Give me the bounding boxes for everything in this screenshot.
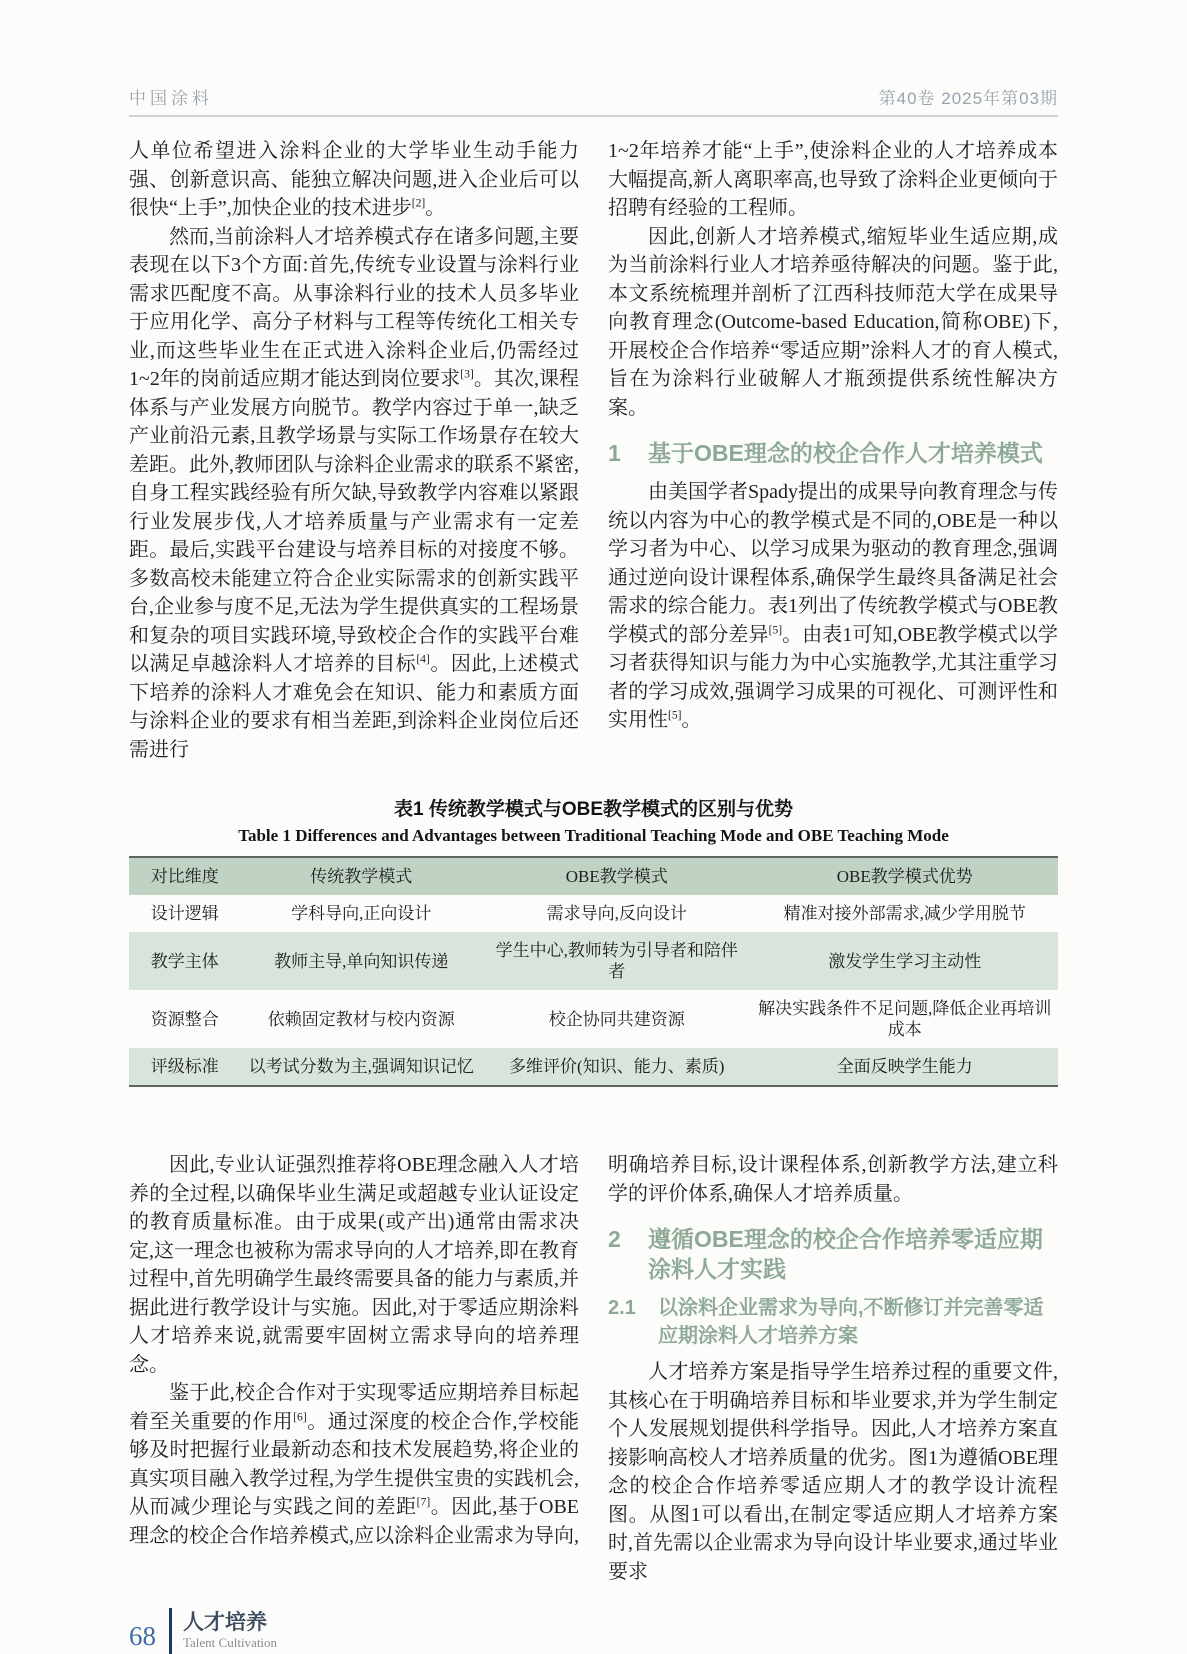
section-2-heading	[608, 1224, 1058, 1284]
table-cell: 评级标准	[150, 1057, 219, 1076]
table-cell: 多维评价(知识、能力、素质)	[509, 1057, 725, 1076]
table-cell: 设计逻辑	[150, 904, 219, 923]
section-title: 遵循OBE理念的校企合作培养零适应期涂料人才实践	[648, 1226, 1043, 1282]
section-title: 以涂料企业需求为导向,不断修订并完善零适应期涂料人才培养方案	[658, 1297, 1044, 1347]
table-header-cell: 传统教学模式	[240, 857, 482, 895]
table-header-cell: 对比维度	[129, 857, 240, 895]
section-1-heading	[608, 438, 1058, 468]
table-cell: 依赖固定教材与校内资源	[267, 1009, 455, 1029]
table1-caption-cn: 表1 传统教学模式与OBE教学模式的区别与优势	[393, 799, 794, 820]
table-row	[129, 932, 1058, 990]
footer-column-cn: 人才培养	[183, 1610, 267, 1634]
section-number: 2.1	[608, 1297, 636, 1319]
table-cell: 全面反映学生能力	[836, 1057, 973, 1076]
page-number: 68	[129, 1620, 156, 1651]
page-header	[129, 0, 1058, 117]
table-cell: 校企协同共建资源	[548, 1009, 685, 1029]
body-paragraph: 因此,专业认证强烈推荐将OBE理念融入人才培养的全过程,以确保毕业生满足或超越专业认证设定的教育质量标准。由于成果(或产出)通常由需求决定,这一理念也被称为需求导向的人才培养,即在教育过程中,首先明确学生最终需要具备的能力与素质,并据此进行教学设计与实施。因此,对于零适应期涂料人才培养来说,就需要牢固树立需求导向的培养理念。	[129, 1154, 579, 1376]
table-header-row	[129, 857, 1058, 895]
body-paragraph: 然而,当前涂料人才培养模式存在诸多问题,主要表现在以下3个方面:首先,传统专业设置与涂料行业需求匹配度不高。从事涂料行业的技术人员多毕业于应用化学、高分子材料与工程等传统化工相关专业,而这些毕业生在正式进入涂料企业后,仍需经过1~2年的岗前适应期才能达到岗位要求[3]。其次,课程体系与产业发展方向脱节。教学内容过于单一,缺乏产业前沿元素,且教学场景与实际工作场景存在较大差距。此外,教师团队与涂料企业需求的联系不紧密,自身工程实践经验有所欠缺,导致教学内容难以紧跟行业发展步伐,人才培养质量与产业需求有一定差距。最后,实践平台建设与培养目标的对接度不够。多数高校未能建立符合企业实际需求的创新实践平台,企业参与度不足,无法为学生提供真实的工程场景和复杂的项目实践环境,导致校企合作的实践平台难以满足卓越涂料人才培养的目标[4]。因此,上述模式下培养的涂料人才难免会在知识、能力和素质方面与涂料企业的要求有相当差距,到涂料企业岗位后还需进行	[129, 225, 580, 761]
footer-column-en: Talent Cultivation	[183, 1635, 278, 1651]
table-row	[129, 895, 1058, 932]
table1-caption-en: Table 1 Differences and Advantages between Traditional Teaching Mode and OBE Teaching Mode	[238, 826, 949, 845]
section-title: 基于OBE理念的校企合作人才培养模式	[648, 440, 1043, 466]
body-paragraph: 由美国学者Spady提出的成果导向教育理念与传统以内容为中心的教学模式是不同的,OBE是一种以学习者为中心、以学习成果为驱动的教育理念,强调通过逆向设计课程体系,确保学生最终具备满足社会需求的综合能力。表1列出了传统教学模式与OBE教学模式的部分差异[5]。由表1可知,OBE教学模式以学习者获得知识与能力为中心实施教学,尤其注重学习者的学习成效,强调学习成果的可视化、可测评性和实用性[5]。	[608, 481, 1059, 731]
body-paragraph: 人才培养方案是指导学生培养过程的重要文件,其核心在于明确培养目标和毕业要求,并为学生制定个人发展规划提供科学指导。因此,人才培养方案直接影响高校人才培养质量的优劣。图1为遵循OBE理念的校企合作培养零适应期人才的教学设计流程图。从图1可以看出,在制定零适应期人才培养方案时,首先需以企业需求为导向设计毕业要求,通过毕业要求	[608, 1361, 1058, 1583]
lower-left-column	[129, 1151, 579, 1586]
body-paragraph: 人单位希望进入涂料企业的大学毕业生动手能力强、创新意识高、能独立解决问题,进入企业后可以很快“上手”,加快企业的技术进步[2]。	[129, 140, 579, 219]
table1-block	[129, 794, 1058, 1087]
table-header-cell: OBE教学模式	[482, 857, 751, 895]
table-cell: 学科导向,正向设计	[291, 904, 432, 923]
table-row	[129, 1048, 1058, 1086]
page-footer	[129, 1608, 1058, 1654]
table-cell: 教师主导,单向知识传递	[274, 951, 449, 971]
table1-grid	[129, 856, 1058, 1087]
body-paragraph: 明确培养目标,设计课程体系,创新教学方法,建立科学的评价体系,确保人才培养质量。	[608, 1154, 1058, 1205]
body-paragraph: 鉴于此,校企合作对于实现零适应期培养目标起着至关重要的作用[6]。通过深度的校企合作,学校能够及时把握行业最新动态和技术发展趋势,将企业的真实项目融入教学过程,为学生提供宝贵的实践机会,从而减少理论与实践之间的差距[7]。因此,基于OBE理念的校企合作培养模式,应以涂料企业需求为导向,	[129, 1382, 580, 1547]
table-cell: 学生中心,教师转为引导者和陪伴者	[495, 941, 738, 981]
table-cell: 资源整合	[150, 1009, 219, 1029]
journal-name: 中国涂料	[129, 89, 213, 108]
upper-columns	[129, 137, 1058, 764]
table-cell: 以考试分数为主,强调知识记忆	[248, 1057, 474, 1076]
section-number: 1	[608, 440, 621, 466]
upper-right-column	[608, 137, 1058, 764]
section-2-1-heading	[608, 1294, 1058, 1350]
table1-body	[129, 895, 1058, 1086]
lower-columns	[129, 1151, 1058, 1586]
table1-head	[129, 857, 1058, 895]
body-paragraph: 1~2年培养才能“上手”,使涂料企业的人才培养成本大幅提高,新人离职率高,也导致了涂料企业更倾向于招聘有经验的工程师。	[608, 140, 1058, 219]
table-cell: 教学主体	[150, 951, 219, 971]
page	[129, 0, 1058, 1654]
table-cell: 精准对接外部需求,减少学用脱节	[783, 904, 1026, 923]
upper-left-column	[129, 137, 579, 764]
table-cell: 激发学生学习主动性	[828, 951, 982, 971]
table-header-cell: OBE教学模式优势	[751, 857, 1058, 895]
lower-right-column	[608, 1151, 1058, 1586]
body-paragraph: 因此,创新人才培养模式,缩短毕业生适应期,成为当前涂料行业人才培养亟待解决的问题。鉴于此,本文系统梳理并剖析了江西科技师范大学在成果导向教育理念(Outcome-based Education,简称OBE)下,开展校企合作培养“零适应期”涂料人才的育人模式,旨在为涂料行业破解人才瓶颈提供系统性解决方案。	[608, 225, 1058, 419]
footer-divider	[169, 1608, 172, 1654]
issue-info: 第40卷 2025年第03期	[878, 89, 1058, 108]
section-number: 2	[608, 1226, 621, 1252]
footer-column-label	[183, 1611, 277, 1651]
table-row	[129, 990, 1058, 1048]
table-cell: 解决实践条件不足问题,降低企业再培训成本	[758, 999, 1052, 1039]
table-cell: 需求导向,反向设计	[546, 904, 687, 923]
